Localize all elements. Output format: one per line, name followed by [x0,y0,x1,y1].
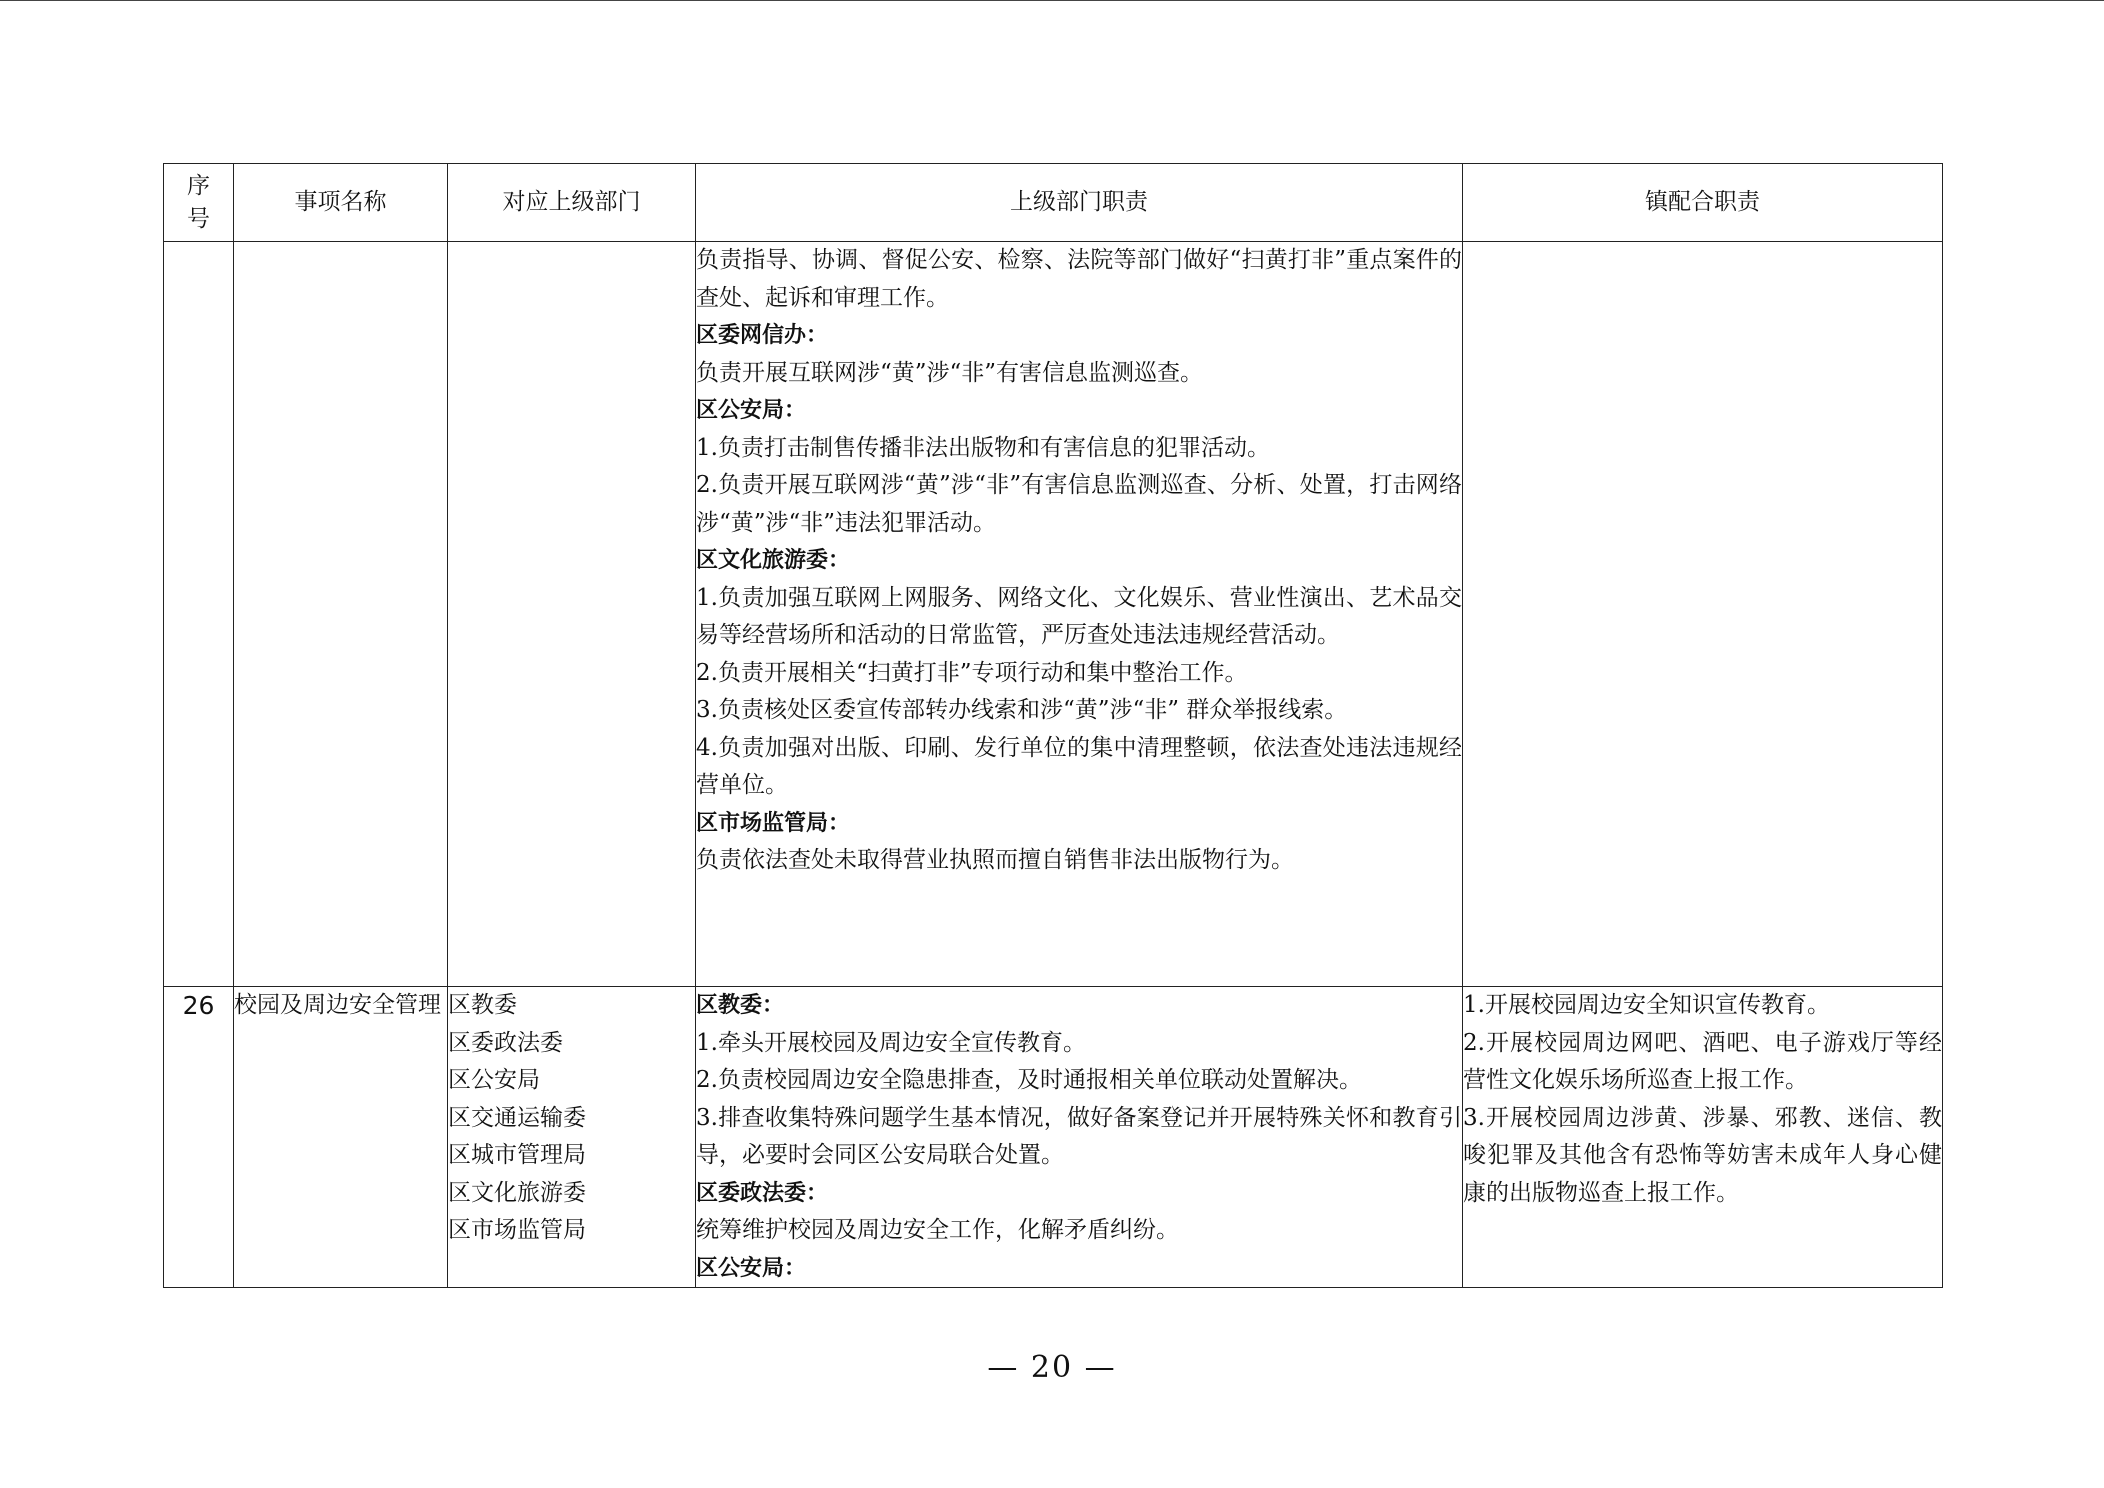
duty-paragraph: 负责开展互联网涉“黄”涉“非”有害信息监测巡查。 [696,359,1204,386]
duty-paragraph: 负责依法查处未取得营业执照而擅自销售非法出版物行为。 [696,847,1294,873]
department-heading: 区文化旅游委： [696,548,851,573]
header-serial [164,164,234,242]
duty-paragraph: 1.负责打击制售传播非法出版物和有害信息的犯罪活动。 [696,434,1270,461]
table-row [164,987,1943,1288]
department-heading: 区公安局： [696,1255,807,1281]
duty-paragraph: 1.开展校园周边安全知识宣传教育。 [1463,992,1830,1018]
department-name: 区交通运输委 [448,1104,586,1131]
department-heading: 区公安局： [696,398,807,423]
serial-cell [164,242,234,987]
department-name: 区城市管理局 [448,1142,586,1168]
department-name: 区公安局 [448,1067,540,1093]
department-name: 区委政法委 [448,1029,563,1056]
duty-table [163,163,1943,1288]
item-name-cell: 校园及周边安全管理 [234,987,448,1288]
superior-duty-cell [696,987,1463,1288]
departments-cell [448,987,696,1288]
town-duty-cell [1463,242,1943,987]
duty-paragraph: 2.负责校园周边安全隐患排查，及时通报相关单位联动处置解决。 [696,1067,1362,1093]
item-name-cell [234,242,448,987]
duty-paragraph: 3.负责核处区委宣传部转办线索和涉“黄”涉“非” 群众举报线索。 [696,697,1348,723]
table-row [164,242,1943,987]
town-duty-cell [1463,987,1943,1288]
department-name: 区文化旅游委 [448,1179,586,1206]
department-name: 区市场监管局 [448,1217,586,1243]
page-top-border [0,0,2104,1]
header-town-duty-label: 镇配合职责 [1645,189,1760,215]
superior-duty-cell [696,242,1463,987]
department-heading: 区委网信办： [696,323,829,348]
duty-paragraph: 2.负责开展相关“扫黄打非”专项行动和集中整治工作。 [696,659,1248,686]
duty-paragraph: 3.开展校园周边涉黄、涉暴、邪教、迷信、教唆犯罪及其他含有恐怖等妨害未成年人身心健康的出版物巡查上报工作。 [1463,1104,1942,1206]
duty-paragraph: 统筹维护校园及周边安全工作，化解矛盾纠纷。 [696,1217,1179,1243]
department-heading: 区教委： [696,993,785,1018]
serial-cell: 26 [164,987,234,1288]
department-heading: 区委政法委： [696,1180,829,1206]
header-item-name-label: 事项名称 [294,189,387,215]
department-name: 区教委 [448,992,517,1018]
header-superior-duty [696,164,1463,242]
departments-cell [448,242,696,987]
header-superior-dept-label: 对应上级部门 [502,189,641,215]
duty-paragraph: 1.负责加强互联网上网服务、网络文化、文化娱乐、营业性演出、艺术品交易等经营场所和活动的日常监管，严厉查处违法违规经营活动。 [696,584,1462,648]
duty-paragraph: 4.负责加强对出版、印刷、发行单位的集中清理整顿，依法查处违法违规经营单位。 [696,734,1462,798]
duty-paragraph: 1.牵头开展校园及周边安全宣传教育。 [696,1029,1086,1056]
duty-paragraph: 3.排查收集特殊问题学生基本情况，做好备案登记并开展特殊关怀和教育引导，必要时会同区公安局联合处置。 [696,1104,1462,1168]
duty-paragraph: 负责指导、协调、督促公安、检察、法院等部门做好“扫黄打非”重点案件的查处、起诉和审理工作。 [696,247,1462,311]
header-serial-label: 序 号 [187,172,210,232]
table-header-row [164,164,1943,242]
department-heading: 区市场监管局： [696,810,851,836]
duty-paragraph: 2.开展校园周边网吧、酒吧、电子游戏厅等经营性文化娱乐场所巡查上报工作。 [1463,1029,1942,1093]
header-item-name [234,164,448,242]
header-town-duty [1463,164,1943,242]
page-number: — 20 — [987,1350,1117,1385]
header-superior-dept [448,164,696,242]
header-superior-duty-label: 上级部门职责 [1010,189,1148,215]
duty-paragraph: 2.负责开展互联网涉“黄”涉“非”有害信息监测巡查、分析、处置，打击网络涉“黄”涉“非”违法犯罪活动。 [696,472,1462,536]
